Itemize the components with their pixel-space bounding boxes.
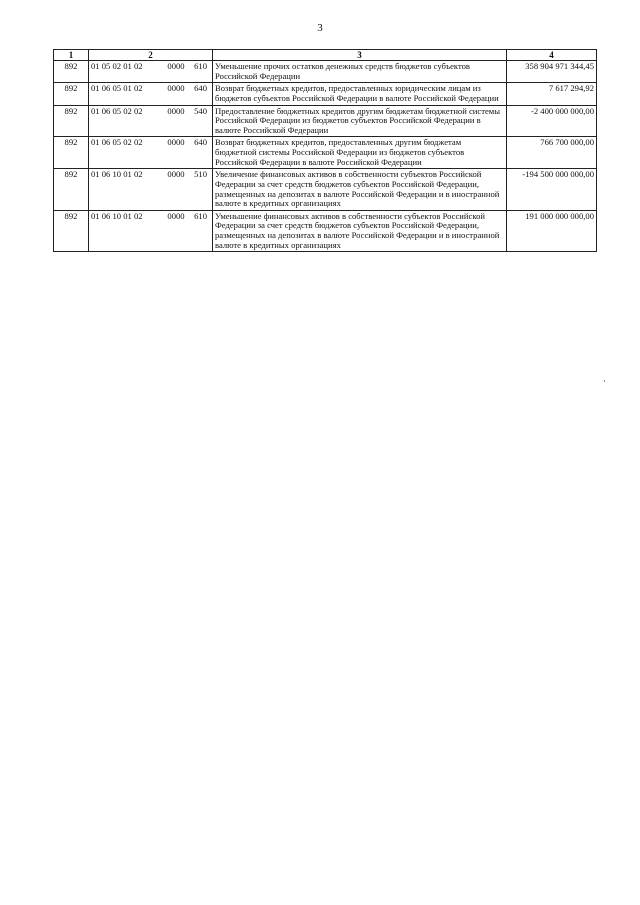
subcode: 0000 [167, 83, 185, 94]
classification-code-cell [89, 137, 213, 169]
column-header-2: 2 [89, 50, 213, 61]
table-row [54, 169, 597, 211]
subcode: 0000 [167, 169, 185, 180]
scan-speck [604, 380, 605, 382]
classification-code-cell [89, 105, 213, 137]
classification-code: 01 06 10 01 02 [91, 169, 143, 180]
kind-code: 610 [194, 61, 207, 72]
table-row [54, 61, 597, 83]
table-row [54, 105, 597, 137]
subcode: 0000 [167, 61, 185, 72]
classification-code-cell [89, 169, 213, 211]
admin-code-cell: 892 [54, 61, 89, 83]
admin-code-cell: 892 [54, 105, 89, 137]
classification-code: 01 06 05 02 02 [91, 105, 143, 116]
item-name-cell: Уменьшение прочих остатков денежных средств бюджетов субъектов Российской Федерации [213, 61, 507, 83]
item-name-cell: Уменьшение финансовых активов в собственности субъектов Российской Федерации за счет средств бюджетов субъектов Российской Федерации, размещенных на депозитах в валюте Российской Федерации и в иностранной валюте в кредитных организациях [213, 210, 507, 252]
page-number: 3 [317, 22, 323, 34]
kind-code: 640 [194, 137, 207, 148]
classification-code: 01 06 05 02 02 [91, 137, 143, 148]
admin-code-cell: 892 [54, 210, 89, 252]
admin-code-cell: 892 [54, 169, 89, 211]
item-name-cell: Возврат бюджетных кредитов, предоставленных юридическим лицам из бюджетов субъектов Российской Федерации в валюте Российской Федерации [213, 83, 507, 105]
column-header-1: 1 [54, 50, 89, 61]
kind-code: 510 [194, 169, 207, 180]
table-row [54, 83, 597, 105]
table-row [54, 137, 597, 169]
admin-code-cell: 892 [54, 83, 89, 105]
amount-cell: 7 617 294,92 [507, 83, 597, 105]
kind-code: 540 [194, 105, 207, 116]
classification-code: 01 06 10 01 02 [91, 210, 143, 221]
table-row [54, 210, 597, 252]
subcode: 0000 [167, 210, 185, 221]
item-name-cell: Возврат бюджетных кредитов, предоставленных другим бюджетам бюджетной системы Российской Федерации из бюджетов субъектов Российской Федерации в валюте Российской Федерации [213, 137, 507, 169]
amount-cell: -194 500 000 000,00 [507, 169, 597, 211]
table-body [54, 61, 597, 252]
kind-code: 610 [194, 210, 207, 221]
amount-cell: -2 400 000 000,00 [507, 105, 597, 137]
item-name-cell: Предоставление бюджетных кредитов другим бюджетам бюджетной системы Российской Федерации из бюджетов субъектов Российской Федерации в валюте Российской Федерации [213, 105, 507, 137]
kind-code: 640 [194, 83, 207, 94]
column-header-4: 4 [507, 50, 597, 61]
classification-code: 01 06 05 01 02 [91, 83, 143, 94]
classification-code-cell [89, 83, 213, 105]
item-name-cell: Увеличение финансовых активов в собственности субъектов Российской Федерации за счет средств бюджетов субъектов Российской Федерации, размещенных на депозитах в валюте Российской Федерации и в иностранной валюте в кредитных организациях [213, 169, 507, 211]
admin-code-cell: 892 [54, 137, 89, 169]
column-header-3: 3 [213, 50, 507, 61]
subcode: 0000 [167, 137, 185, 148]
classification-code-cell [89, 61, 213, 83]
amount-cell: 191 000 000 000,00 [507, 210, 597, 252]
classification-code: 01 05 02 01 02 [91, 61, 143, 72]
amount-cell: 358 904 971 344,45 [507, 61, 597, 83]
budget-sources-table [53, 49, 597, 252]
classification-code-cell [89, 210, 213, 252]
amount-cell: 766 700 000,00 [507, 137, 597, 169]
subcode: 0000 [167, 105, 185, 116]
table-header-row [54, 50, 597, 61]
